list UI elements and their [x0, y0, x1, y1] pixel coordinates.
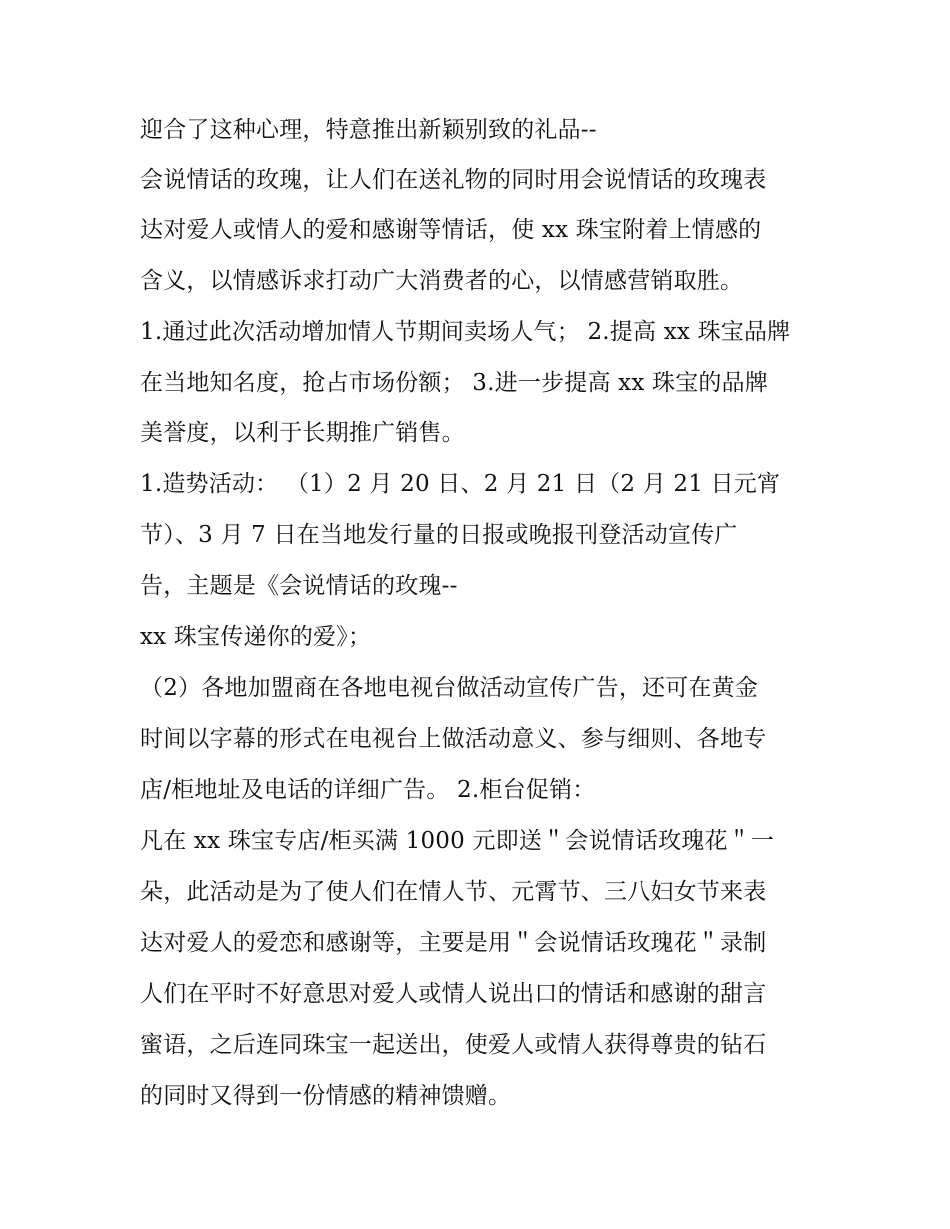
text-line-19: 蜜语，之后连同珠宝一起送出，使爱人或情人获得尊贵的钻石: [140, 1032, 767, 1058]
text-line-17: 达对爱人的爱恋和感谢等，主要是用＂会说情话玫瑰花＂录制: [140, 930, 767, 956]
text-line-2: 会说情话的玫瑰，让人们在送礼物的同时用会说情话的玫瑰表: [140, 167, 767, 193]
text-line-4: 含义，以情感诉求打动广大消费者的心，以情感营销取胜。: [140, 268, 744, 294]
text-line-15: 凡在 xx 珠宝专店/柜买满 1000 元即送＂会说情话玫瑰花＂一: [140, 828, 775, 854]
text-line-3: 达对爱人或情人的爱和感谢等情话，使 xx 珠宝附着上情感的: [140, 217, 762, 243]
text-line-12: （2）各地加盟商在各地电视台做活动宣传广告，还可在黄金: [140, 675, 759, 701]
text-line-11: xx 珠宝传递你的爱》；: [140, 624, 372, 650]
text-line-18: 人们在平时不好意思对爱人或情人说出口的情话和感谢的甜言: [140, 981, 767, 1007]
text-line-8: 1.造势活动： （1）2 月 20 日、2 月 21 日（2 月 21 日元宵: [140, 471, 781, 497]
text-line-20: 的同时又得到一份情感的精神馈赠。: [140, 1083, 512, 1109]
text-line-1: 迎合了这种心理，特意推出新颖别致的礼品--: [140, 117, 597, 143]
text-line-10: 告，主题是《会说情话的玫瑰--: [140, 573, 458, 599]
text-line-7: 美誉度，以利于长期推广销售。: [140, 420, 465, 446]
text-line-9: 节）、3 月 7 日在当地发行量的日报或晚报刊登活动宣传广: [140, 522, 738, 548]
text-line-6: 在当地知名度，抢占市场份额； 3.进一步提高 xx 珠宝的品牌: [140, 370, 769, 396]
text-line-13: 时间以字幕的形式在电视台上做活动意义、参与细则、各地专: [140, 726, 767, 752]
text-line-16: 朵，此活动是为了使人们在情人节、元霄节、三八妇女节来表: [140, 879, 767, 905]
text-line-5: 1.通过此次活动增加情人节期间卖场人气； 2.提高 xx 珠宝品牌: [140, 319, 791, 345]
text-line-14: 店/柜地址及电话的详细广告。 2.柜台促销：: [140, 777, 596, 803]
